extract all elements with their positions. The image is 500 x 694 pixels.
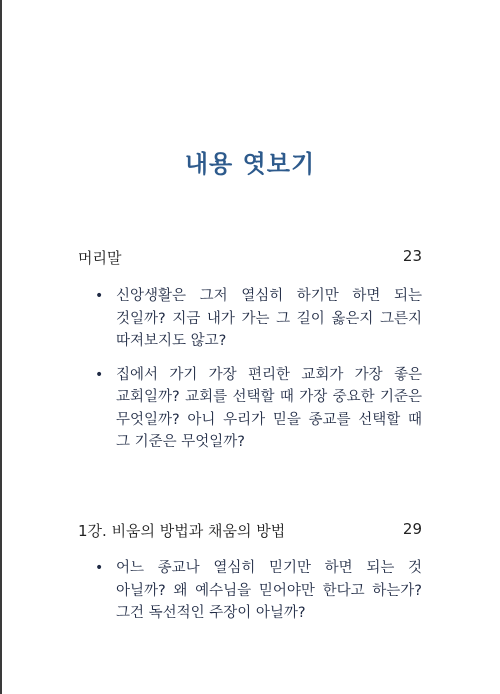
toc-section-preface	[78, 247, 422, 454]
bullet-icon: •	[95, 366, 104, 383]
question-item	[78, 364, 422, 454]
question-list	[78, 285, 422, 454]
section-page-number: 23	[402, 247, 422, 265]
page-title: 내용 엿보기	[184, 150, 316, 178]
section-title: 머리말	[78, 249, 122, 267]
section-page-number: 29	[402, 520, 422, 538]
toc-section-lecture-1	[78, 520, 422, 625]
page-left-border	[0, 0, 2, 694]
bullet-icon: •	[95, 560, 104, 576]
section-header	[78, 520, 422, 542]
section-title: 1강. 비움의 방법과 채움의 방법	[78, 522, 286, 540]
question-text: 신앙생활은 그저 열심히 하기만 하면 되는 것일까? 지금 내가 가는 그 길이 옳은지 그른지 따져보지도 않고?	[116, 288, 422, 349]
question-item	[78, 557, 422, 625]
question-list	[78, 557, 422, 625]
bullet-icon: •	[95, 288, 104, 304]
question-text: 어느 종교나 열심히 믿기만 하면 되는 것 아닐까? 왜 예수님을 믿어야만 한다고 하는가? 그건 독선적인 주장이 아닐까?	[116, 560, 422, 621]
question-text: 집에서 가기 가장 편리한 교회가 가장 좋은 교회일까? 교회를 선택할 때 가장 중요한 기준은 무엇일까? 아니 우리가 믿을 종교를 선택할 때 그 기준은 무엇일까?	[116, 366, 422, 450]
question-item	[78, 285, 422, 353]
section-header	[78, 247, 422, 269]
